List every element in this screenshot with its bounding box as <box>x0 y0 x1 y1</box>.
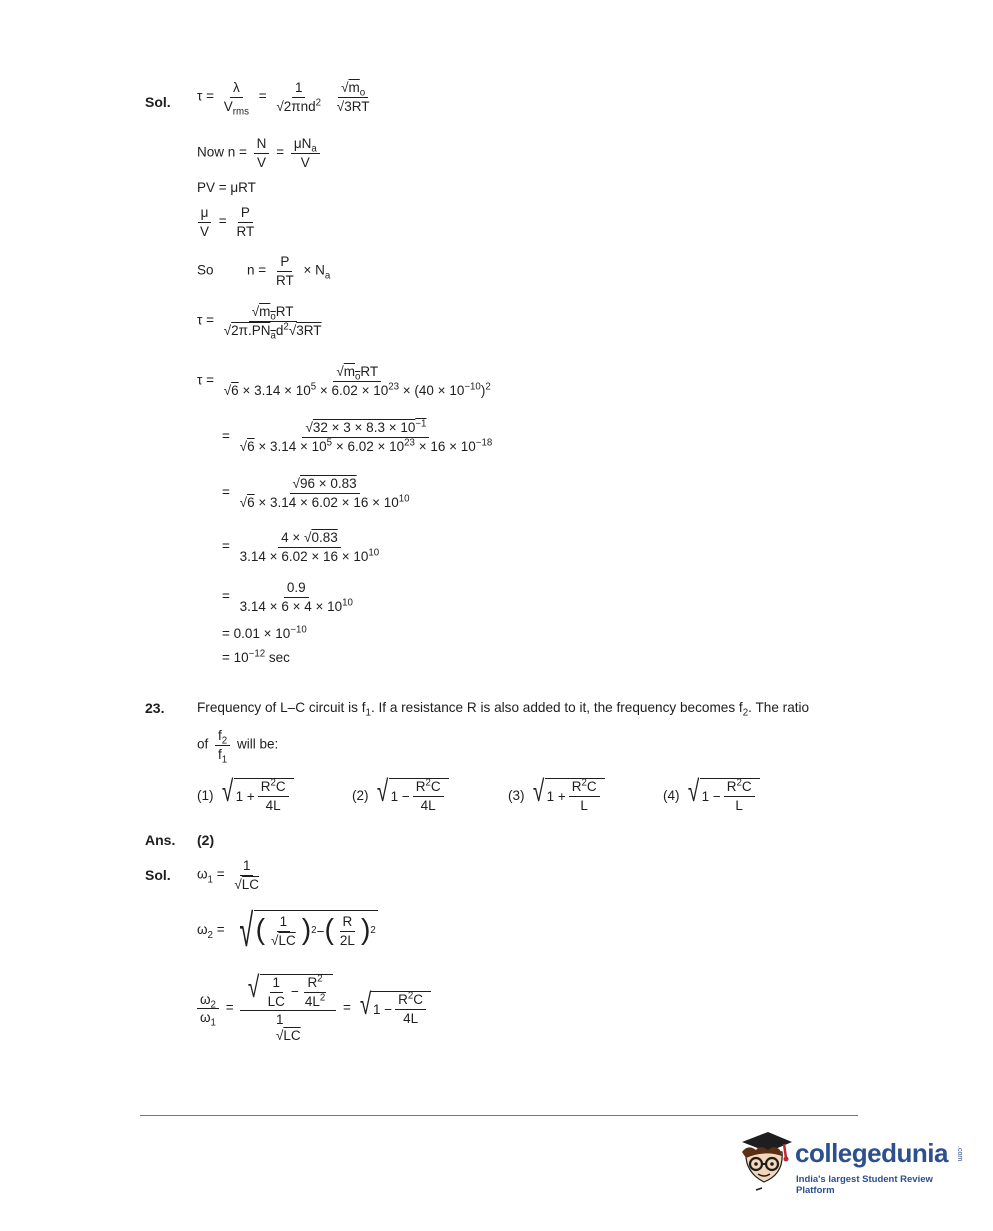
sol-label-1: Sol. <box>145 94 171 110</box>
eq-mu-over-v: $\frac{\mu}{V}$ = $\frac{P}{RT}$ <box>197 205 260 239</box>
eq-step-3: = $\frac{√32 \times 3 \times 8.3 \times 10^{-1}}{√6 \times 3.14 \times 10^5 \times 6.02 \times 10^{23} \times 16 \times 10^{-18}}$ <box>222 418 493 454</box>
eq-result: = $10^{-12}$ sec <box>222 648 290 665</box>
eq-omega2: $\omega_2$ = √ ( $\frac{1}{√LC}$ ) 2 − ( $\frac{R}{2L}$ ) 2 <box>197 904 376 956</box>
eq-step-6: = $\frac{0.9}{3.14 \times 6 \times 4 \times 10^{10}}$ <box>222 580 353 614</box>
eq-step-4: = $\frac{√96 \times 0.83}{√6 \times 3.14 \times 6.02 \times 16 \times 10^{10}}$ <box>222 476 410 510</box>
option-4[interactable]: (4) √ 1 − $\frac{R^2C}{L}$ <box>663 778 760 813</box>
eq-n-definition: Now n = $\frac{N}{V}$ = $\frac{\mu N_a}{V}$ <box>197 136 323 170</box>
eq-pv: PV = μRT <box>197 180 256 195</box>
eq-tau-numeric: τ = $\frac{√m_oRT}{√6 \times 3.14 \times 10^5 \times 6.02 \times 10^{23} \times (40 \times 10^{-10})^2}$ <box>197 364 491 398</box>
sol-label-2: Sol. <box>145 867 171 883</box>
eq-omega1: $\omega_1$ = $\frac{1}{√LC}$ <box>197 858 260 892</box>
option-1[interactable]: (1) √ 1 + $\frac{R^2C}{4L}$ <box>197 778 294 813</box>
option-3[interactable]: (3) √ 1 + $\frac{R^2C}{L}$ <box>508 778 605 813</box>
question-ratio: of $\frac{f_2}{f_1}$ will be: <box>197 728 279 766</box>
question-text: Frequency of L–C circuit is $f_1$. If a resistance R is also added to it, the frequency becomes $f_2$. The ratio <box>197 700 810 719</box>
eq-tau-substituted: τ = $\frac{√m_oRT}{√2\pi.PN_ad^2√3RT}$ <box>197 304 322 342</box>
eq-step-5: = $\frac{4 \times √0.83}{3.14 \times 6.02 \times 16 \times 10^{10}}$ <box>222 530 380 564</box>
collegedunia-logo[interactable] <box>734 1124 964 1194</box>
question-number: 23. <box>145 700 165 716</box>
eq-omega-ratio: $\frac{\omega_2}{\omega_1}$ = √ $\frac{1}{LC}$ − $\frac{R^2}{4L^2}$ 1 √LC = √ 1 − $\frac{R^2C}{4L}$ <box>197 974 431 1043</box>
option-2[interactable]: (2) √ 1 − $\frac{R^2C}{4L}$ <box>352 778 449 813</box>
mascot-icon <box>734 1124 796 1194</box>
eq-tau-definition: τ = $\frac{\lambda}{V_{rms}}$ = $\frac{1}{√2\pi nd^2}$ $\frac{√m_o}{√3RT}$ <box>197 80 370 118</box>
ans-label: Ans. <box>145 832 176 848</box>
footer-divider <box>140 1115 858 1116</box>
brand-com: .com <box>956 1146 963 1162</box>
brand-name: collegedunia <box>795 1138 948 1168</box>
eq-so-n: So n = $\frac{P}{RT}$ × $N_a$ <box>197 254 331 288</box>
brand-tagline: India's largest Student Review Platform <box>796 1174 933 1196</box>
eq-step-7: = $0.01 \times 10^{-10}$ <box>222 624 307 641</box>
answer-value: (2) <box>197 832 215 848</box>
